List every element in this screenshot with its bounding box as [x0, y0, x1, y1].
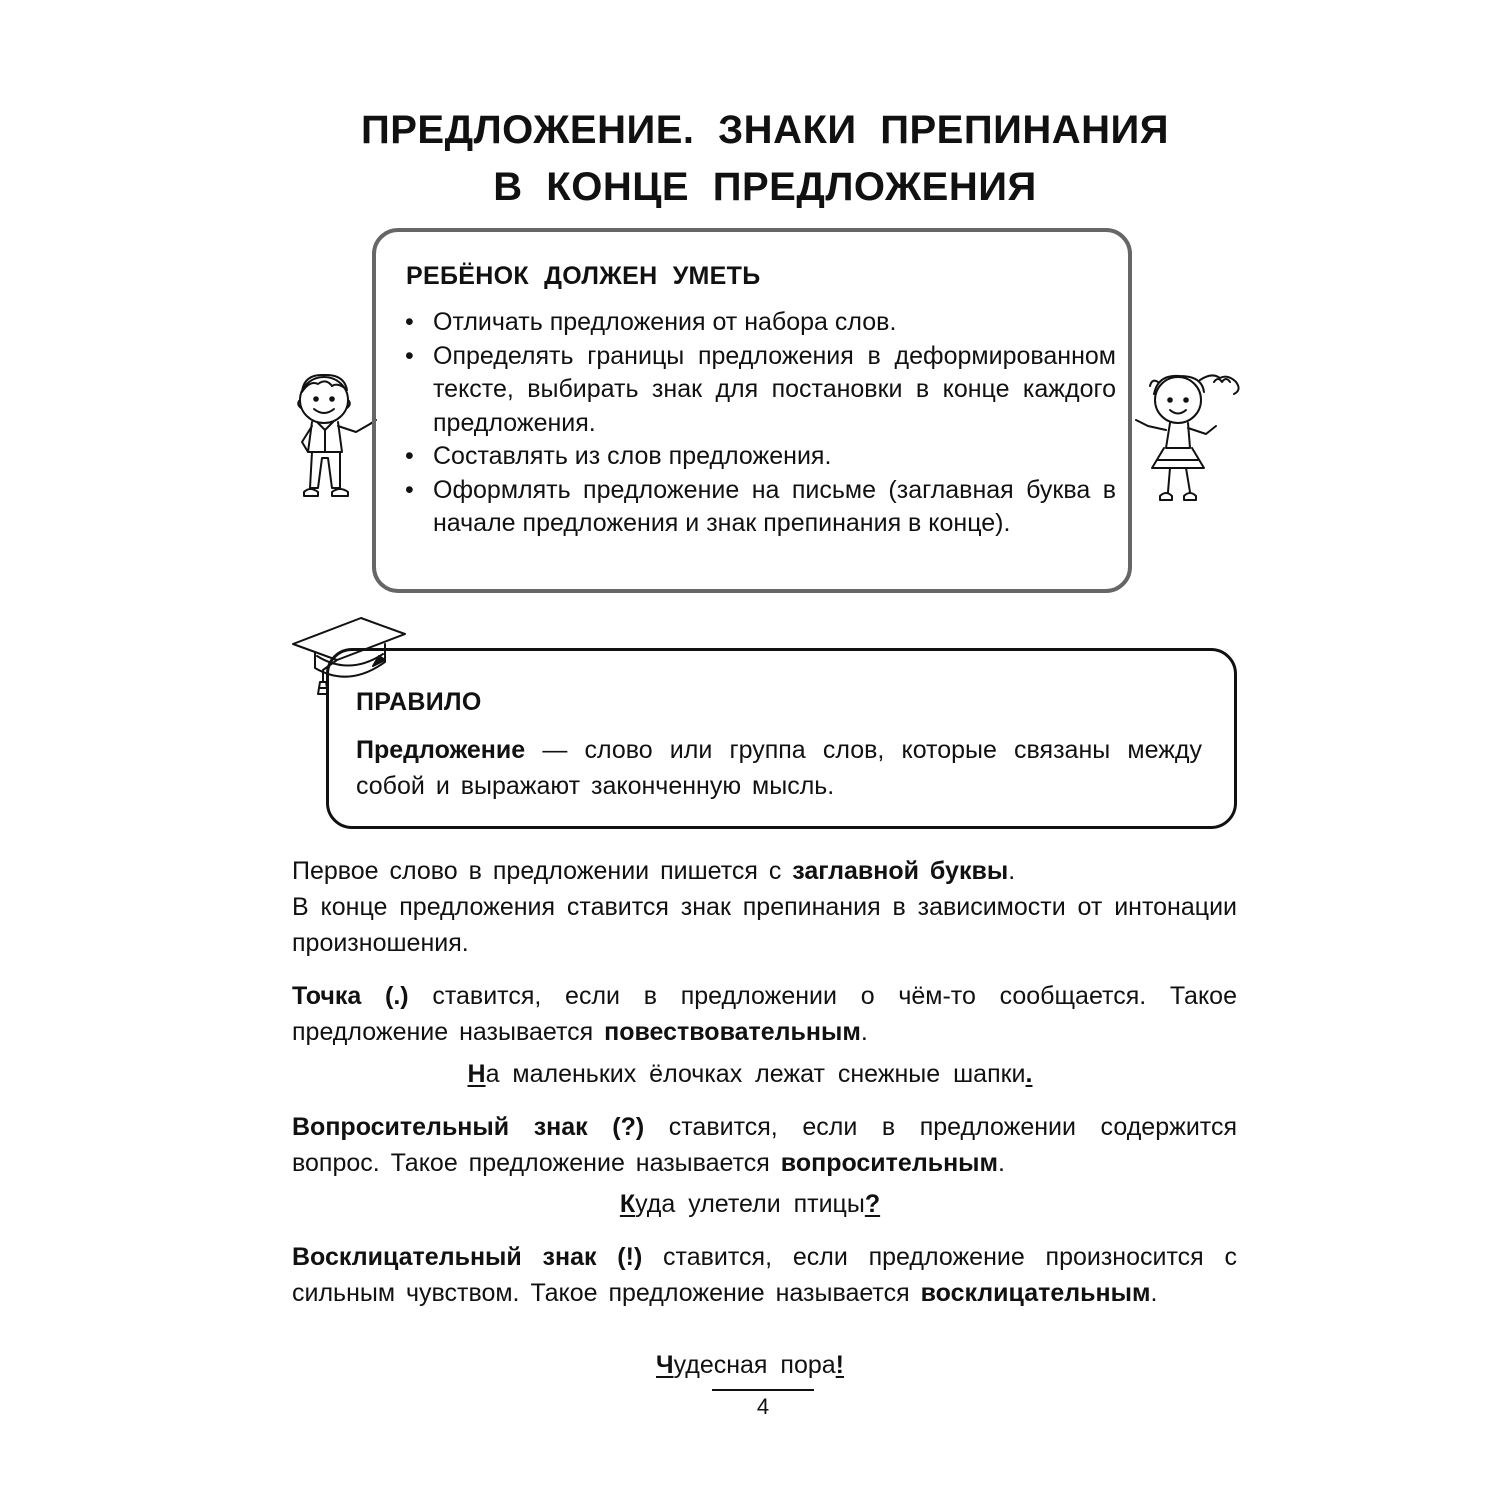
question-text: ставится, если в предложении содержится вопрос. Такое предложение называется [292, 1113, 1237, 1177]
question-end: . [998, 1149, 1005, 1177]
example-capital: Ч [655, 1351, 674, 1379]
exclamation-end: . [1150, 1279, 1158, 1307]
example-text: удесная пора [673, 1351, 836, 1379]
period-end: . [860, 1018, 868, 1046]
period-paragraph [292, 978, 1237, 1050]
exclamation-example [0, 1347, 1500, 1383]
example-mark: ? [864, 1190, 881, 1218]
list-item: • Оформлять предложение на письме (заглавная буква в начале предложения и знак препинания в конце). [404, 474, 1116, 541]
exclamation-paragraph [292, 1239, 1237, 1311]
period-term: Точка (.) [292, 982, 409, 1010]
exclamation-text: ставится, если предложение произносится с сильным чувством. Такое предложение называется [292, 1243, 1237, 1307]
example-mark: . [1025, 1060, 1033, 1088]
page-number-rule [712, 1389, 814, 1391]
question-type: вопросительным [780, 1149, 999, 1177]
intro-bold: заглавной буквы [792, 857, 1009, 885]
exclamation-term: Восклицательный знак (!) [292, 1243, 643, 1271]
example-capital: Н [467, 1060, 486, 1088]
example-text: а маленьких ёлочках лежат снежные шапки [485, 1060, 1026, 1088]
intro-text-2: В конце предложения ставится знак препинания в зависимости от интонации произношения. [292, 893, 1237, 957]
example-text: уда улетели птицы [635, 1190, 865, 1218]
period-type: повествовательным [604, 1018, 861, 1046]
period-example [0, 1056, 1500, 1092]
example-capital: К [619, 1190, 636, 1218]
page-title [0, 102, 1500, 216]
intro-text: Первое слово в предложении пишется с [292, 857, 793, 885]
intro-end: . [1008, 857, 1016, 885]
page-title-line-1: ПРЕДЛОЖЕНИЕ. ЗНАКИ ПРЕПИНАНИЯ [360, 108, 1169, 152]
exclamation-type: восклицательным [920, 1279, 1151, 1307]
question-example [0, 1186, 1500, 1222]
boy-illustration-icon [286, 370, 381, 505]
girl-illustration-icon [1128, 368, 1248, 508]
question-term: Вопросительный знак (?) [292, 1113, 645, 1141]
skills-heading: РЕБЁНОК ДОЛЖЕН УМЕТЬ [406, 262, 761, 290]
rule-definition: — слово или группа слов, которые связаны между собой и выражают законченную мысль. [356, 736, 1202, 800]
rule-term: Предложение [356, 736, 526, 764]
page-title-line-2: В КОНЦЕ ПРЕДЛОЖЕНИЯ [493, 165, 1037, 209]
rule-text [356, 732, 1202, 804]
skills-list [404, 306, 1116, 541]
list-item: • Отличать предложения от набора слов. [404, 306, 1116, 340]
example-mark: ! [835, 1351, 844, 1379]
list-item: • Составлять из слов предложения. [404, 440, 1116, 474]
intro-paragraph [292, 853, 1237, 961]
question-paragraph [292, 1109, 1237, 1181]
rule-heading: ПРАВИЛО [356, 688, 482, 716]
period-text: ставится, если в предложении о чём-то сообщается. Такое предложение называется [292, 982, 1237, 1046]
page-number: 4 [756, 1394, 770, 1419]
list-item: • Определять границы предложения в деформированном тексте, выбирать знак для постановки в конце каждого предложения. [404, 340, 1116, 441]
